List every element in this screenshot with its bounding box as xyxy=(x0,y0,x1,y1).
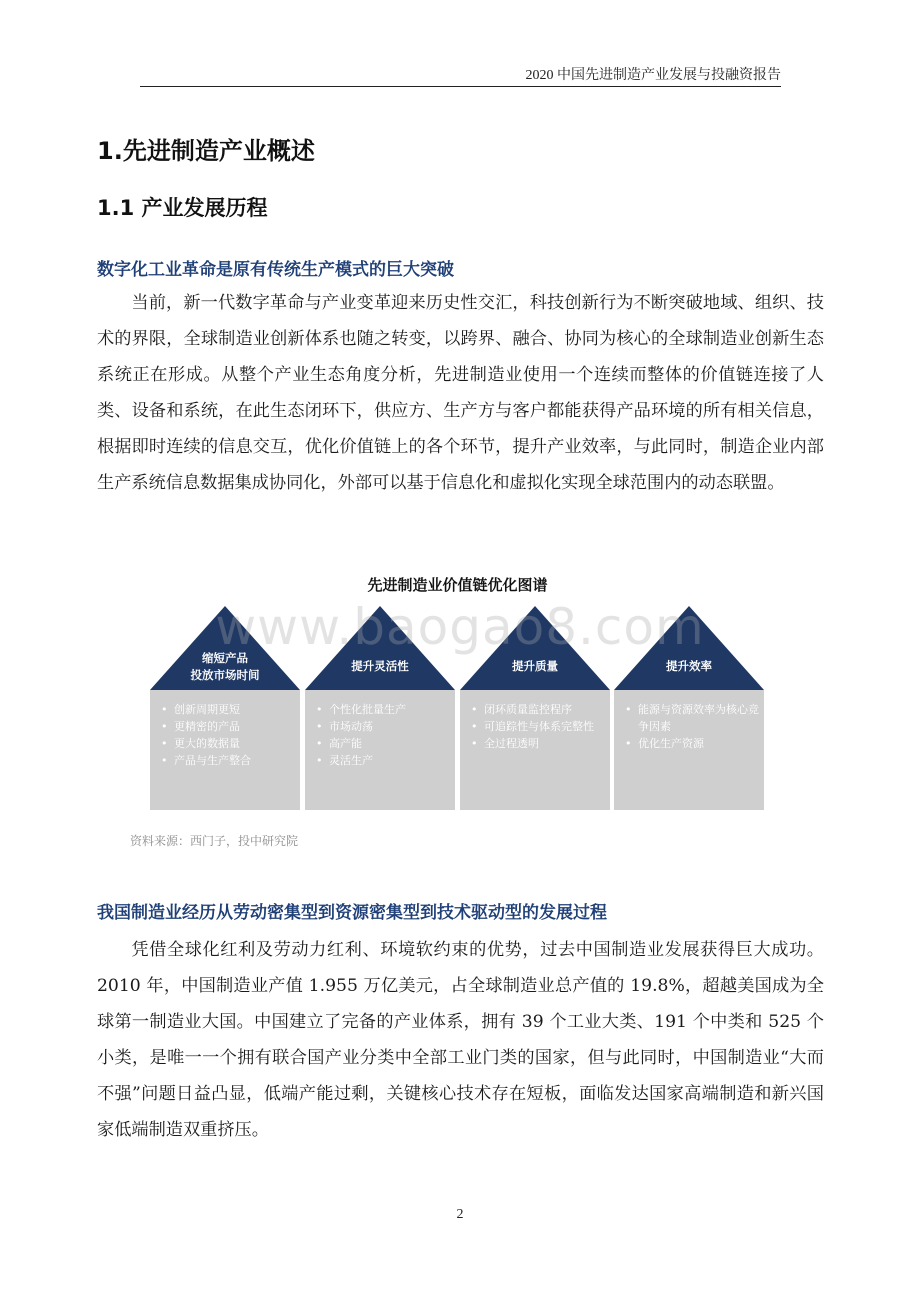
subsection-title: 1.1 产业发展历程 xyxy=(97,196,268,220)
pillar-roof xyxy=(614,606,764,690)
running-header: 2020 中国先进制造产业发展与投融资报告 xyxy=(525,68,781,83)
section-title: 1.先进制造产业概述 xyxy=(97,137,315,165)
pillar-item: • 更精密的产品 xyxy=(174,718,296,735)
pillar-time-to-market xyxy=(150,606,300,810)
pillar-body xyxy=(150,690,300,810)
pillar-item: • 产品与生产整合 xyxy=(174,752,296,769)
pillar-item: • 更大的数据量 xyxy=(174,735,296,752)
page-number: 2 xyxy=(456,1207,464,1222)
header-rule xyxy=(140,86,781,87)
pillar-body xyxy=(305,690,455,810)
pillar-item: • 高产能 xyxy=(329,735,451,752)
pillar-item: • 闭环质量监控程序 xyxy=(484,701,606,718)
pillar-item: • 创新周期更短 xyxy=(174,701,296,718)
pillar-item: • 全过程透明 xyxy=(484,735,606,752)
part2-heading: 我国制造业经历从劳动密集型到资源密集型到技术驱动型的发展过程 xyxy=(97,903,607,923)
pillar-flexibility xyxy=(305,606,455,810)
pillar-title: 提升灵活性 xyxy=(351,659,409,673)
figure-title: 先进制造业价值链优化图谱 xyxy=(367,576,548,594)
pillar-title: 提升效率 xyxy=(666,659,712,673)
pillar-quality xyxy=(460,606,610,810)
pillar-item: • 可追踪性与体系完整性 xyxy=(484,718,606,735)
pillar-body xyxy=(460,690,610,810)
pillar-item: • 市场动荡 xyxy=(329,718,451,735)
watermark: www.baogao8.com xyxy=(215,598,705,656)
pillar-item: • 个性化批量生产 xyxy=(329,701,451,718)
part1-paragraph: 当前，新一代数字革命与产业变革迎来历史性交汇，科技创新行为不断突破地域、组织、技术的界限，全球制造业创新体系也随之转变，以跨界、融合、协同为核心的全球制造业创新生态系统正在形成。从整个产业生态角度分析，先进制造业使用一个连续而整体的价值链连接了人类、设备和系统，在此生态闭环下，供应方、生产方与客户都能获得产品环境的所有相关信息，根据即时连续的信息交互，优化价值链上的各个环节，提升产业效率，与此同时，制造企业内部生产系统信息数据集成协同化，外部可以基于信息化和虚拟化实现全球范围内的动态联盟。 xyxy=(97,293,824,493)
figure-source: 资料来源：西门子，投中研究院 xyxy=(130,834,299,848)
part2-paragraph: 凭借全球化红利及劳动力红利、环境软约束的优势，过去中国制造业发展获得巨大成功。2010 年，中国制造业产值 1.955 万亿美元，占全球制造业总产值的 19.8%，超越美国成为全球第一制造业大国。中国建立了完备的产业体系，拥有 39 个工业大类、191 个中类和 525 个小类，是唯一一个拥有联合国产业分类中全部工业门类的国家，但与此同时，中国制造业“大而不强”问题日益凸显，低端产能过剩，关键核心技术存在短板，面临发达国家高端制造和新兴国家低端制造双重挤压。 xyxy=(97,940,824,1140)
pillar-roof xyxy=(460,606,610,690)
pillar-title: 提升质量 xyxy=(512,659,558,673)
pillar-efficiency xyxy=(614,606,764,810)
part1-heading: 数字化工业革命是原有传统生产模式的巨大突破 xyxy=(97,260,454,280)
pillar-item: • 能源与资源效率为核心竞争因素 xyxy=(638,701,760,735)
pillar-title: 缩短产品 投放市场时间 xyxy=(190,651,260,682)
pillar-roof xyxy=(305,606,455,690)
pillar-item: • 灵活生产 xyxy=(329,752,451,769)
pillar-body xyxy=(614,690,764,810)
pillar-item: • 优化生产资源 xyxy=(638,735,760,752)
